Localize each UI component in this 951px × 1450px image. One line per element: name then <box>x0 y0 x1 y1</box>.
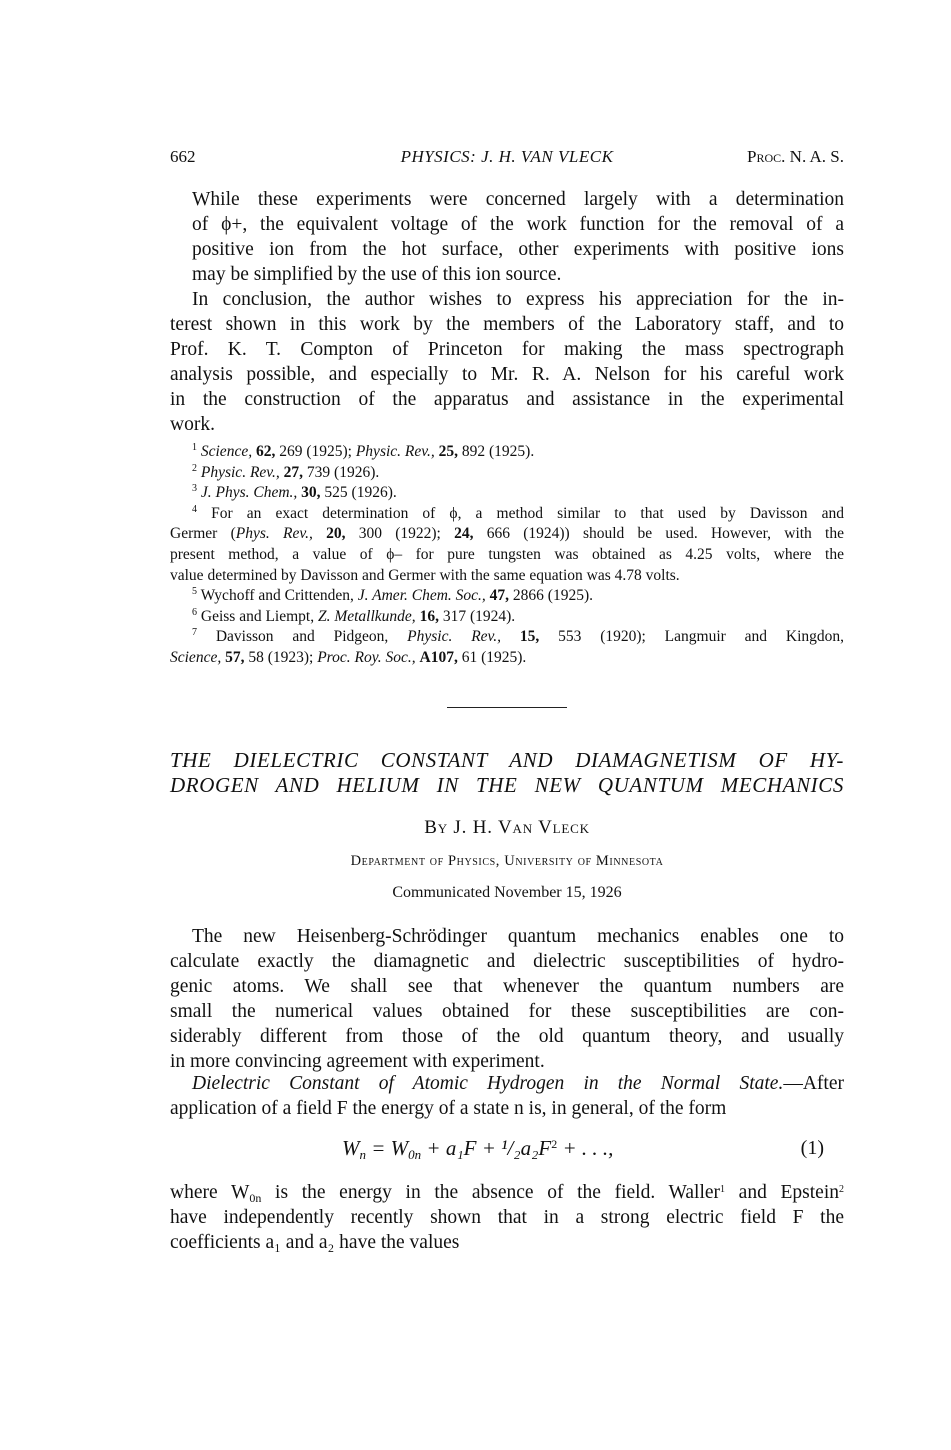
paragraph-waller-epstein <box>170 1180 844 1255</box>
equation-number: (1) <box>800 1137 824 1159</box>
journal-name: Proc. N. A. S. <box>747 147 844 166</box>
communicated-date: Communicated November 15, 1926 <box>392 884 622 901</box>
text-line: in the construction of the apparatus and assistance in the experimental <box>170 389 844 410</box>
text-line: may be simplified by the use of this ion source. <box>192 264 562 285</box>
text-line: The new Heisenberg-Schrödinger quantum mechanics enables one to <box>192 926 844 947</box>
text-line: work. <box>170 414 215 435</box>
equation-body: $W_n = W_{0n} + a_1F + ^1/_2a_2F^2$ + . . ., <box>342 1136 614 1162</box>
footnote-7: $^7$ Davisson and Pidgeon, Physic. Rev., 15, 553 (1920); Langmuir and Kingdon, <box>192 627 845 646</box>
text-line: where $W_{0n}$ is the energy in the absence of the field. Waller$^1$ and Epstein$^2$ <box>170 1182 844 1205</box>
footnote-4-line: present method, a value of ϕ– for pure tungsten was obtained as 4.25 volts, where the <box>170 545 844 563</box>
footnote-1: $^1$ Science, 62, 269 (1925); Physic. Rev., 25, 892 (1925). <box>192 442 535 460</box>
author-affiliation: Department of Physics, University of Minnesota <box>350 853 664 869</box>
text-line: analysis possible, and especially to Mr. R. A. Nelson for his careful work <box>170 364 844 385</box>
footnote-4-line: Germer (Phys. Rev., 20, 300 (1922); 24, 666 (1924)) should be used. However, with the <box>170 525 844 543</box>
text-line: Dielectric Constant of Atomic Hydrogen in the Normal State.—After <box>192 1073 844 1094</box>
text-line: In conclusion, the author wishes to express his appreciation for the in- <box>192 289 844 310</box>
text-line: in more convincing agreement with experiment. <box>170 1051 545 1072</box>
text-line: of ϕ+, the equivalent voltage of the work function for the removal of a <box>192 214 844 235</box>
paragraph-intro <box>170 924 844 1074</box>
text-line: terest shown in this work by the members of the Laboratory staff, and to <box>170 314 844 335</box>
text-line: application of a field F the energy of a state n is, in general, of the form <box>170 1098 727 1119</box>
footnote-2: $^2$ Physic. Rev., 27, 739 (1926). <box>192 462 380 481</box>
paragraph-dielectric <box>170 1071 844 1121</box>
running-head <box>170 145 844 169</box>
section-heading: Dielectric Constant of Atomic Hydrogen in the Normal State. <box>192 1073 784 1094</box>
text-line: Prof. K. T. Compton of Princeton for making the mass spectrograph <box>170 339 844 360</box>
text-line: positive ion from the hot surface, other experiments with positive ions <box>192 239 844 260</box>
paragraph-ion-source <box>170 187 844 287</box>
page-number: 662 <box>170 147 196 166</box>
footnote-6: $^6$ Geiss and Liempt, Z. Metallkunde, 16, 317 (1924). <box>192 606 516 625</box>
text-line: genic atoms. We shall see that whenever the quantum numbers are <box>170 976 844 997</box>
text-line: siderably different from those of the old quantum theory, and usually <box>170 1026 844 1047</box>
title-line: THE DIELECTRIC CONSTANT AND DIAMAGNETISM OF HY- <box>170 748 844 772</box>
paragraph-conclusion <box>170 287 844 437</box>
footnote-4-line: value determined by Davisson and Germer with the same equation was 4.78 volts. <box>170 566 680 584</box>
footnote-4: $^4$ For an exact determination of ϕ, a method similar to that used by Davisson and <box>192 503 844 522</box>
text-line: calculate exactly the diamagnetic and dielectric susceptibilities of hydro- <box>170 951 844 972</box>
footnote-5: $^5$ Wychoff and Crittenden, J. Amer. Chem. Soc., 47, 2866 (1925). <box>192 586 593 605</box>
text-line: small the numerical values obtained for these susceptibilities are con- <box>170 1001 844 1022</box>
title-line: DROGEN AND HELIUM IN THE NEW QUANTUM MECHANICS <box>170 773 844 797</box>
running-title: PHYSICS: J. H. VAN VLECK <box>400 147 614 166</box>
footnotes <box>170 442 844 669</box>
section-divider <box>447 707 567 708</box>
text-line: While these experiments were concerned largely with a determination <box>192 189 844 210</box>
article-title <box>170 748 844 798</box>
footnote-7-line: Science, 57, 58 (1923); Proc. Roy. Soc., A107, 61 (1925). <box>170 648 527 666</box>
author-byline: By J. H. Van Vleck <box>424 817 590 838</box>
text-line: coefficients a₁ and a₂ have the values <box>170 1232 460 1253</box>
equation-1 <box>170 1134 844 1162</box>
footnote-3: $^3$ J. Phys. Chem., 30, 525 (1926). <box>192 483 397 502</box>
text-line: have independently recently shown that in a strong electric field F the <box>170 1207 844 1228</box>
